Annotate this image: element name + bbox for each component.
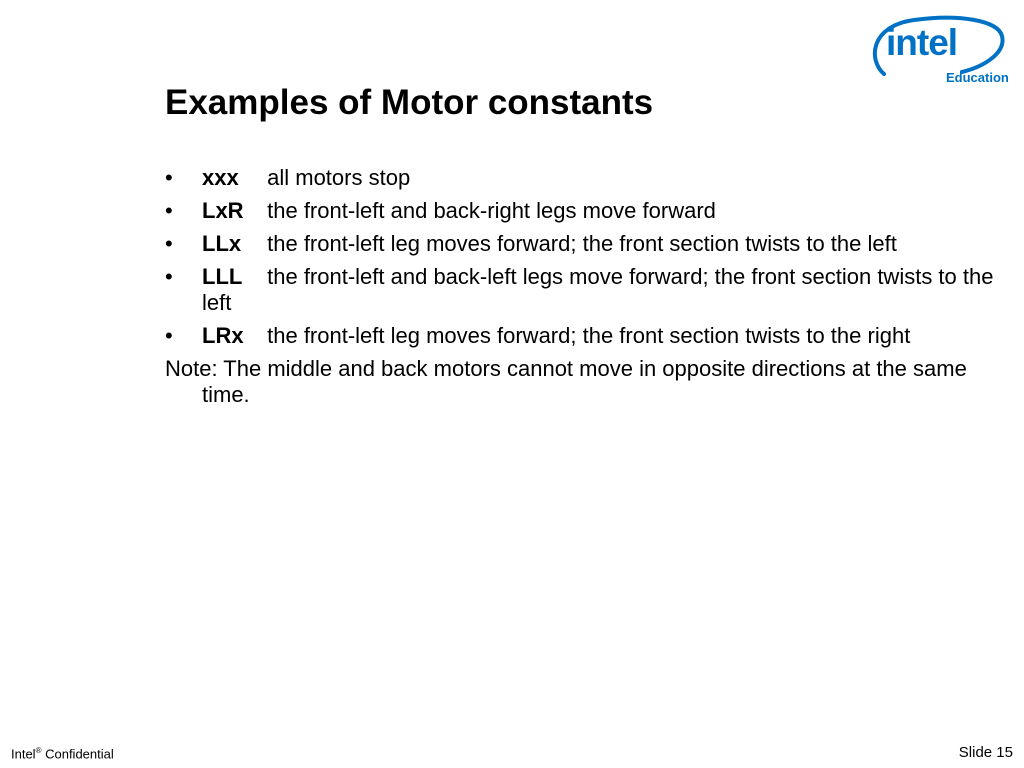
footer-confidential-label: Confidential [41, 746, 114, 762]
bullet-marker: • [165, 323, 173, 348]
bullet-item [165, 231, 1015, 257]
intel-education-logo [866, 12, 1012, 90]
logo-wordmark: intel [886, 22, 958, 63]
motor-constant-code: LRx [202, 323, 244, 348]
footer-confidential [11, 746, 114, 761]
motor-constant-description: all motors stop [267, 165, 411, 190]
motor-constant-code: LLx [202, 231, 242, 256]
bullet-marker: • [165, 264, 173, 289]
slide-title: Examples of Motor constants [165, 83, 654, 122]
bullet-item [165, 165, 1015, 191]
bullet-item [165, 264, 1015, 316]
bullet-marker: • [165, 165, 173, 190]
slide-number: Slide 15 [958, 744, 1013, 761]
footer-company: Intel [11, 746, 36, 762]
motor-constant-description: the front-left and back-right legs move forward [267, 198, 716, 223]
bullet-item [165, 198, 1015, 224]
logo-tagline: Education [946, 70, 1009, 85]
registered-mark: ® [35, 746, 42, 755]
bullet-item [165, 323, 1015, 349]
motor-constant-description: the front-left and back-left legs move forward; the front section twists to the left [202, 264, 994, 315]
bullet-marker: • [165, 198, 173, 223]
note-text: Note: The middle and back motors cannot move in opposite directions at the same time. [165, 356, 967, 407]
bullet-marker: • [165, 231, 173, 256]
motor-constant-description: the front-left leg moves forward; the front section twists to the right [267, 323, 911, 348]
motor-constant-code: LLL [202, 264, 243, 289]
motor-constant-description: the front-left leg moves forward; the front section twists to the left [267, 231, 897, 256]
motor-constant-code: xxx [202, 165, 239, 190]
slide-body [165, 165, 1015, 408]
motor-constant-code: LxR [202, 198, 244, 223]
